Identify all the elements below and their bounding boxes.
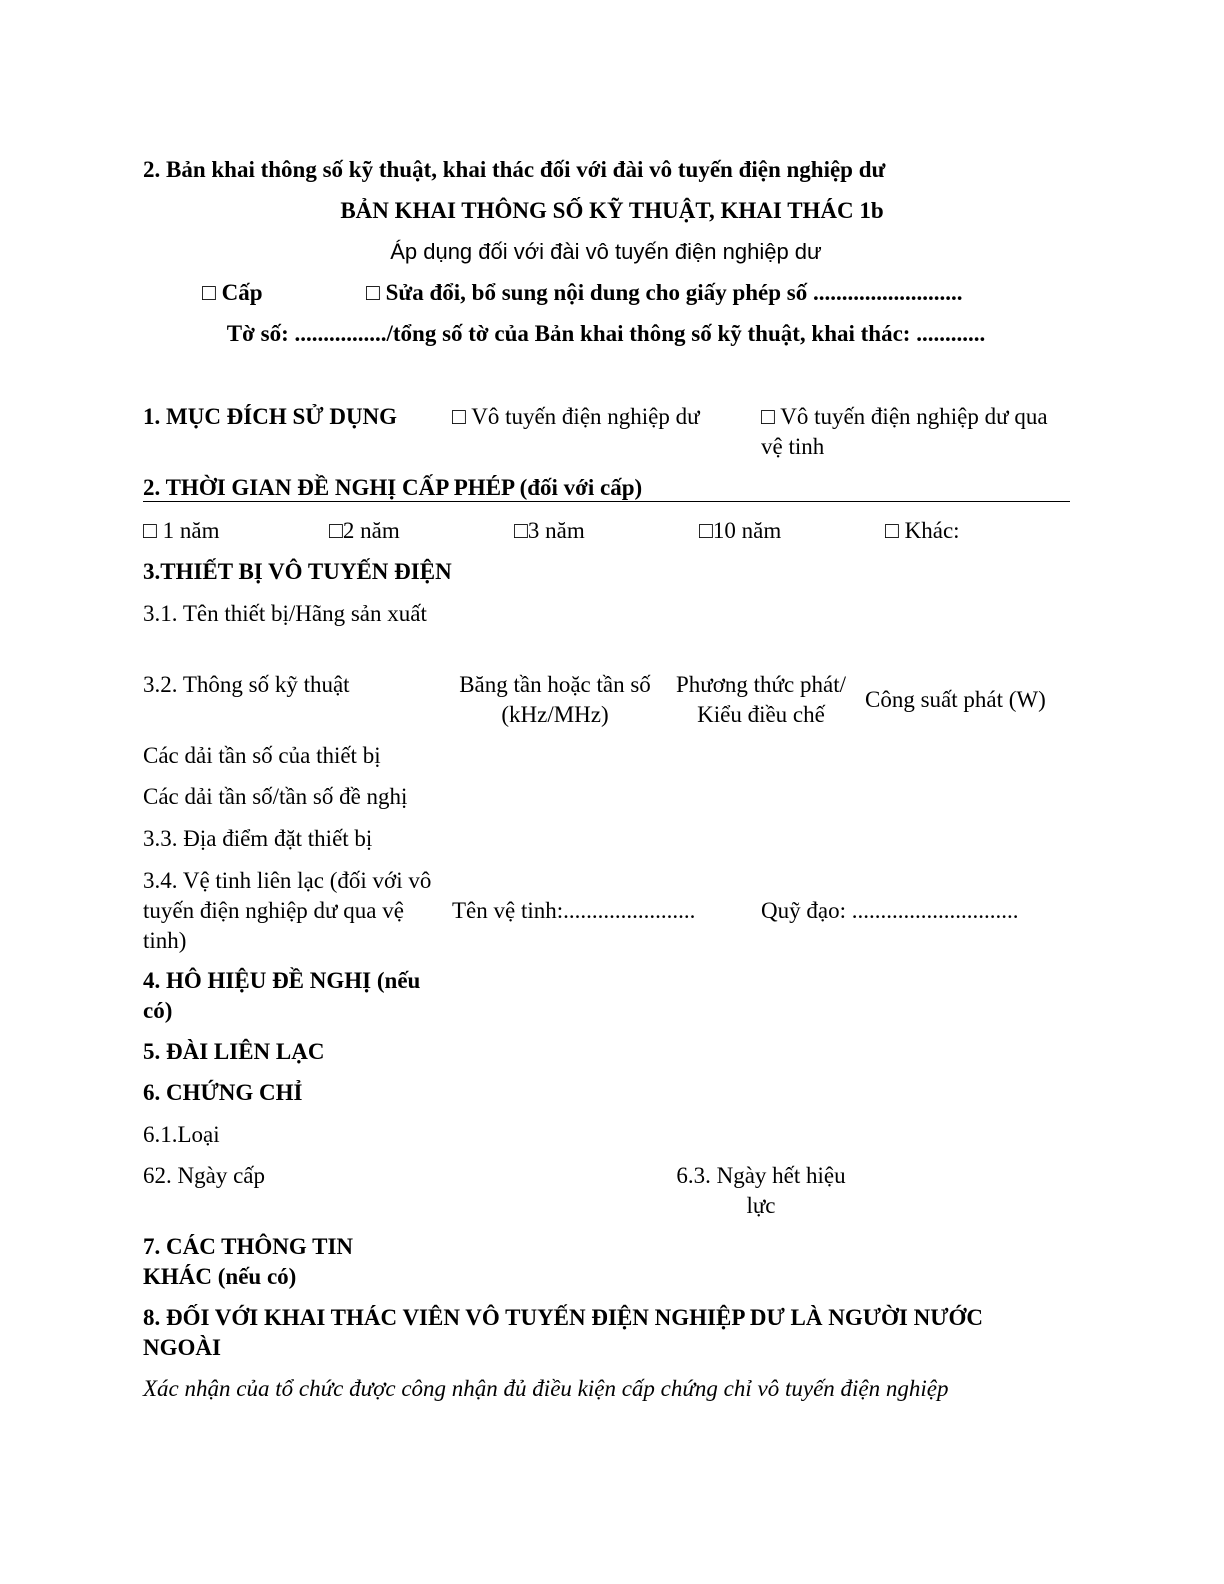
duration-1-year-option[interactable]: □ 1 năm	[143, 518, 220, 543]
purpose-amateur-option[interactable]: □ Vô tuyến điện nghiệp dư	[452, 404, 700, 429]
issue-date-label: 62. Ngày cấp	[143, 1163, 265, 1188]
section-7-title: 7. CÁC THÔNG TIN KHÁC (nếu có)	[143, 1234, 354, 1289]
form-subtitle: Áp dụng đối với đài vô tuyến điện nghiệp dư	[390, 239, 822, 264]
duration-3-years-option[interactable]: □3 năm	[514, 518, 585, 543]
certificate-type-label: 6.1.Loại	[143, 1122, 220, 1147]
duration-10-years-option[interactable]: □10 năm	[699, 518, 782, 543]
orbit-field[interactable]: Quỹ đạo: .............................	[761, 898, 1019, 923]
section-3-title: 3.THIẾT BỊ VÔ TUYẾN ĐIỆN	[143, 559, 452, 584]
satellite-name-field[interactable]: Tên vệ tinh:.......................	[452, 898, 696, 923]
requested-ranges-label: Các dải tần số/tần số đề nghị	[143, 784, 408, 809]
expiry-date-label: 6.3. Ngày hết hiệu lực	[676, 1163, 846, 1218]
issue-checkbox-option[interactable]: □ Cấp	[202, 280, 263, 305]
amend-checkbox-option[interactable]: □ Sửa đổi, bổ sung nội dung cho giấy phép số ..........................	[366, 280, 963, 305]
section-6-title: 6. CHỨNG CHỈ	[143, 1080, 303, 1105]
mode-column-header: Phương thức phát/ Kiểu điều chế	[676, 672, 846, 727]
power-column-header: Công suất phát (W)	[865, 687, 1046, 712]
device-name-label: 3.1. Tên thiết bị/Hãng sản xuất	[143, 601, 427, 626]
purpose-satellite-option[interactable]: □ Vô tuyến điện nghiệp dư qua vệ tinh	[761, 404, 1048, 459]
document-heading: 2. Bản khai thông số kỹ thuật, khai thác đối với đài vô tuyến điện nghiệp dư	[143, 157, 886, 182]
section-8-note: Xác nhận của tổ chức được công nhận đủ điều kiện cấp chứng chỉ vô tuyến điện nghiệp	[143, 1376, 949, 1401]
form-title: BẢN KHAI THÔNG SỐ KỸ THUẬT, KHAI THÁC 1b	[340, 198, 884, 223]
section-4-title: 4. HÔ HIỆU ĐỀ NGHỊ (nếu có)	[143, 968, 421, 1023]
duration-2-years-option[interactable]: □2 năm	[329, 518, 400, 543]
sheet-number-line: Tờ số: ................/tổng số tờ của Bản khai thông số kỹ thuật, khai thác: ............	[226, 321, 986, 346]
section-2-title: 2. THỜI GIAN ĐỀ NGHỊ CẤP PHÉP (đối với cấp)	[143, 475, 643, 500]
device-location-label: 3.3. Địa điểm đặt thiết bị	[143, 826, 373, 851]
technical-specs-label: 3.2. Thông số kỹ thuật	[143, 672, 350, 697]
device-ranges-label: Các dải tần số của thiết bị	[143, 743, 381, 768]
section-8-title: 8. ĐỐI VỚI KHAI THÁC VIÊN VÔ TUYẾN ĐIỆN NGHIỆP DƯ LÀ NGƯỜI NƯỚC NGOÀI	[143, 1305, 984, 1360]
band-column-header: Băng tần hoặc tần số (kHz/MHz)	[459, 672, 651, 727]
section-5-title: 5. ĐÀI LIÊN LẠC	[143, 1039, 325, 1064]
satellite-label: 3.4. Vệ tinh liên lạc (đối với vô tuyến điện nghiệp dư qua vệ tinh)	[143, 868, 432, 953]
section-2-underline	[143, 501, 1070, 502]
duration-other-option[interactable]: □ Khác:	[885, 518, 960, 543]
section-1-title: 1. MỤC ĐÍCH SỬ DỤNG	[143, 404, 398, 429]
